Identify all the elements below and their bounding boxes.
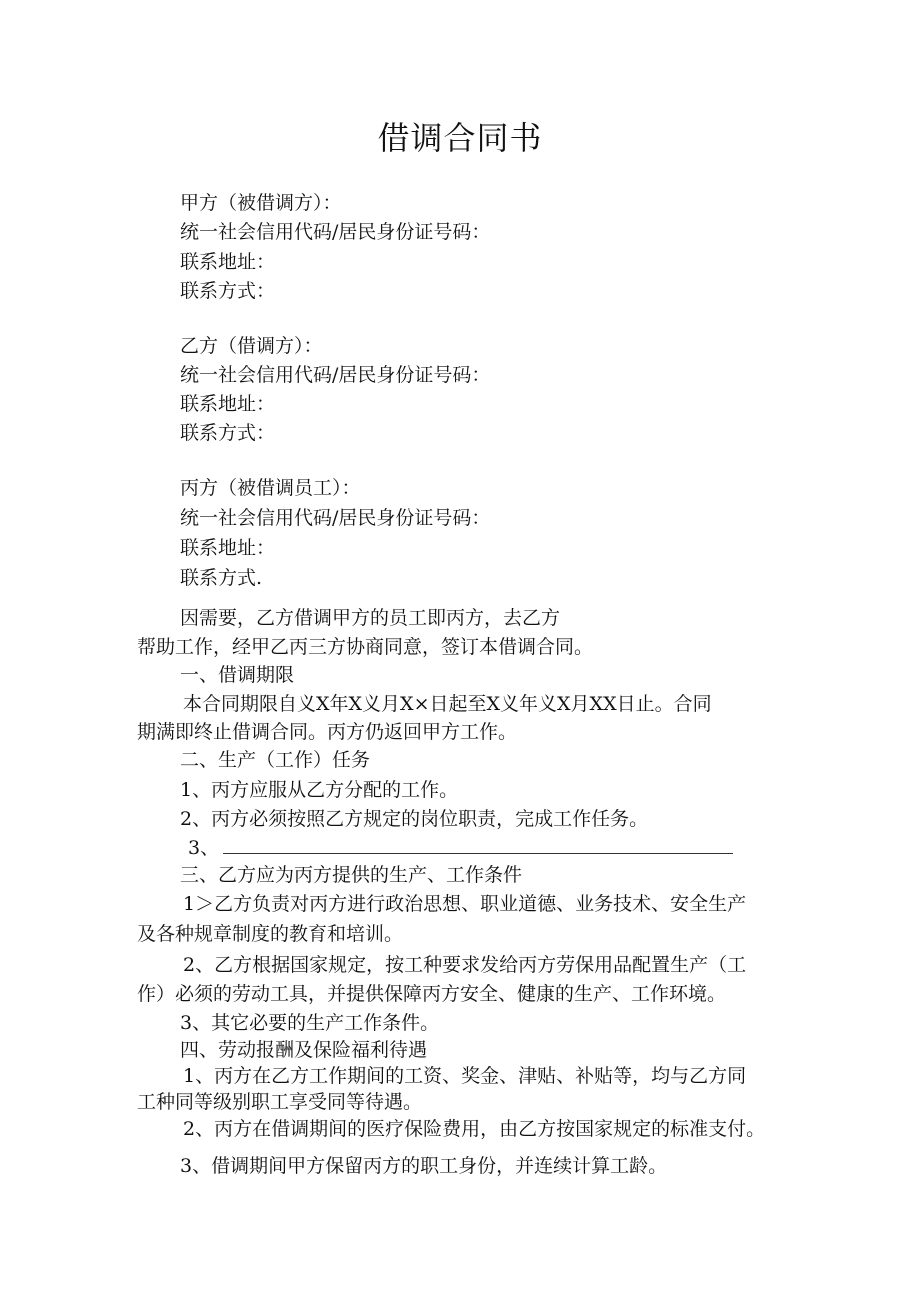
intro-line-1: 因需要，乙方借调甲方的员工即丙方，去乙方	[180, 607, 561, 629]
section-2-item-1: 1、丙方应服从乙方分配的工作。	[180, 779, 459, 801]
party-a-heading: 甲方（被借调方）：	[180, 192, 342, 214]
section-4-item-1-line-1: 1、丙方在乙方工作期间的工资、奖金、津贴、补贴等，均与乙方同	[183, 1065, 747, 1087]
section-2-item-2: 2、丙方必须按照乙方规定的岗位职责，完成工作任务。	[180, 808, 649, 830]
section-4-item-1-line-2: 工种同等级别职工享受同等待遇。	[137, 1091, 423, 1113]
party-a-contact-label: 联系方式：	[180, 280, 276, 302]
section-4-heading: 四、劳动报酬及保险福利待遇	[180, 1039, 428, 1061]
section-3-heading: 三、乙方应为丙方提供的生产、工作条件	[180, 864, 523, 886]
section-1-heading: 一、借调期限	[180, 664, 295, 686]
section-3-item-1-line-1: 1＞乙方负责对丙方进行政治思想、职业道德、业务技术、安全生产	[183, 893, 747, 915]
party-c-address-label: 联系地址：	[180, 537, 276, 559]
party-b-address-label: 联系地址：	[180, 393, 276, 415]
party-c-contact-label: 联系方式.	[180, 567, 263, 589]
section-3-item-3: 3、其它必要的生产工作条件。	[180, 1012, 440, 1034]
party-a-code-label: 统一社会信用代码/居民身份证号码：	[180, 221, 491, 243]
section-2-heading: 二、生产（工作）任务	[180, 749, 371, 771]
party-c-heading: 丙方（被借调员工）：	[180, 477, 361, 499]
section-4-item-2: 2、丙方在借调期间的医疗保险费用，由乙方按国家规定的标准支付。	[183, 1118, 766, 1140]
party-b-code-label: 统一社会信用代码/居民身份证号码：	[180, 364, 491, 386]
party-b-contact-label: 联系方式：	[180, 422, 276, 444]
section-1-line-1: 本合同期限自义X年X义月X×日起至X义年义X月XX日止。合同	[183, 693, 712, 715]
party-c-code-label: 统一社会信用代码/居民身份证号码：	[180, 507, 491, 529]
fill-in-blank-line	[223, 841, 733, 854]
section-3-item-2-line-1: 2、乙方根据国家规定，按工种要求发给丙方劳保用品配置生产（工	[183, 954, 747, 976]
party-a-address-label: 联系地址：	[180, 251, 276, 273]
section-2-item-3	[188, 835, 733, 861]
document-title: 借调合同书	[377, 119, 543, 157]
party-b-heading: 乙方（借调方）：	[180, 335, 323, 357]
section-4-item-3: 3、借调期间甲方保留丙方的职工身份，并连续计算工龄。	[180, 1155, 668, 1177]
intro-line-2: 帮助工作，经甲乙丙三方协商同意，签订本借调合同。	[137, 636, 594, 658]
section-1-line-2: 期满即终止借调合同。丙方仍返回甲方工作。	[137, 721, 518, 743]
section-2-item-3-label: 3、	[188, 837, 220, 859]
section-3-item-1-line-2: 及各种规章制度的教育和培训。	[137, 923, 404, 945]
section-3-item-2-line-2: 作）必须的劳动工具，并提供保障丙方安全、健康的生产、工作环境。	[137, 983, 727, 1005]
